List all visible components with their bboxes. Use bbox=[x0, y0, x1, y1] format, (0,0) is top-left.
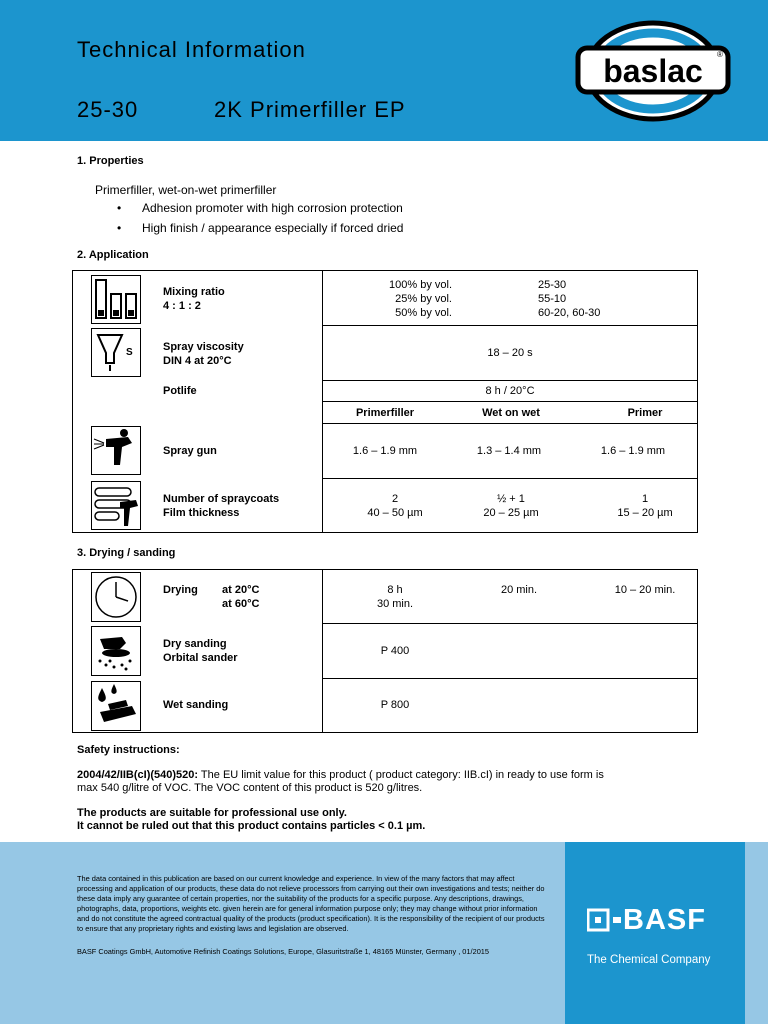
spraycoats-label-1: Number of spraycoats bbox=[163, 493, 280, 505]
dry-sanding-label-1: Dry sanding bbox=[163, 638, 227, 650]
row-divider bbox=[322, 325, 698, 326]
drying-primer: 10 – 20 min. bbox=[614, 584, 676, 596]
dry-sanding-label bbox=[163, 637, 238, 665]
viscosity-value: 18 – 20 s bbox=[487, 347, 533, 359]
company-address: BASF Coatings GmbH, Automotive Refinish Coatings Solutions, Europe, Glasuritstraße 1, 48165 Münster, Germany , 01/2015 bbox=[77, 947, 490, 956]
viscosity-label bbox=[163, 340, 244, 368]
basf-wordmark: BASF bbox=[623, 904, 706, 936]
basf-logo-panel bbox=[565, 842, 745, 1024]
column-header-primerfiller: Primerfiller bbox=[355, 407, 415, 419]
viscosity-label-1: Spray viscosity bbox=[163, 341, 244, 353]
properties-description: Primerfiller, wet-on-wet primerfiller bbox=[95, 183, 277, 197]
voc-code: 2004/42/IIB(cI)(540)520: bbox=[77, 769, 199, 781]
drying-label bbox=[163, 583, 260, 610]
professional-use-notice bbox=[77, 807, 425, 833]
properties-heading: 1. Properties bbox=[77, 155, 144, 167]
spray-gun-primer: 1.6 – 1.9 mm bbox=[600, 445, 666, 457]
document-title: Technical Information bbox=[77, 37, 306, 62]
wet-sanding-icon bbox=[91, 681, 141, 731]
film-thickness: 40 – 50 µm bbox=[367, 507, 423, 519]
drying-table-divider bbox=[322, 569, 323, 733]
mixing-amount: 100% by vol. bbox=[389, 279, 452, 291]
product-name: 2K Primerfiller EP bbox=[214, 97, 406, 122]
wet-sanding-value: P 800 bbox=[380, 699, 410, 711]
professional-use-line-2: It cannot be ruled out that this product contains particles < 0.1 µm. bbox=[77, 820, 426, 832]
mixing-ratio-label-1: Mixing ratio bbox=[163, 286, 225, 298]
spray-gun-primerfiller: 1.6 – 1.9 mm bbox=[352, 445, 418, 457]
coats-primer bbox=[582, 492, 708, 520]
safety-heading: Safety instructions: bbox=[77, 744, 180, 756]
mixing-product: 25-30 bbox=[538, 279, 567, 291]
column-header-primer: Primer bbox=[627, 407, 663, 419]
row-divider bbox=[322, 423, 698, 424]
spraycoats-icon bbox=[91, 481, 141, 530]
wet-sanding-label: Wet sanding bbox=[163, 699, 229, 711]
disclaimer-text: The data contained in this publication are based on our current knowledge and experience. In view of the many factors that may affect processing and application of our products, these data do not relieve processors from carrying out their own investigations and tests; neither do these data imply any guarantee of certain properties, nor the suitability of the products for a specific purpose. Any descriptions, drawings, photographs, data, proportions, weights etc. given herein are for general information purpose only; they may change without prior information and do not constitute the agreed contractual quality of the products (product specification). It is the responsibility of the recipient of our products to ensure that any proprietary rights and existing laws and legislation are observed. bbox=[77, 874, 545, 933]
professional-use-line-1: The products are suitable for professional use only. bbox=[77, 807, 347, 819]
drying-primerfiller-60: 30 min. bbox=[376, 598, 414, 610]
viscosity-cup-icon bbox=[91, 328, 141, 377]
coats-count: 1 bbox=[641, 493, 649, 505]
row-divider bbox=[322, 401, 698, 402]
product-line bbox=[77, 97, 406, 123]
mixing-amount: 25% by vol. bbox=[395, 293, 452, 305]
coats-wet-on-wet bbox=[448, 492, 574, 520]
potlife-label: Potlife bbox=[163, 385, 197, 397]
potlife-value: 8 h / 20°C bbox=[485, 385, 535, 397]
bullet-2-symbol: • bbox=[117, 221, 122, 235]
basf-tagline: The Chemical Company bbox=[587, 954, 711, 966]
drying-label-text: Drying bbox=[163, 584, 198, 596]
bullet-1-symbol: • bbox=[117, 201, 122, 215]
row-divider bbox=[322, 478, 698, 479]
orbital-sander-icon bbox=[91, 626, 141, 676]
row-divider bbox=[322, 623, 698, 624]
drying-primerfiller-20: 8 h bbox=[387, 584, 403, 596]
mixing-product: 60-20, 60-30 bbox=[538, 307, 601, 319]
dry-sanding-value: P 400 bbox=[380, 645, 410, 657]
spraycoats-label bbox=[163, 492, 279, 520]
film-thickness: 15 – 20 µm bbox=[617, 507, 673, 519]
product-code: 25-30 bbox=[77, 97, 139, 122]
mixing-products bbox=[538, 278, 600, 320]
baslac-logo bbox=[572, 20, 734, 122]
registered-mark: ® bbox=[717, 50, 723, 59]
spray-gun-wet-on-wet: 1.3 – 1.4 mm bbox=[476, 445, 542, 457]
bullet-1-text: Adhesion promoter with high corrosion protection bbox=[142, 201, 403, 215]
voc-text-1: The EU limit value for this product ( product category: IIB.cI) in ready to use form is bbox=[198, 769, 604, 781]
drying-temp-60: at 60°C bbox=[222, 598, 260, 610]
mixing-ratio-label-2: 4 : 1 : 2 bbox=[163, 300, 201, 312]
row-divider bbox=[322, 380, 698, 381]
baslac-logo-text: baslac bbox=[603, 53, 703, 89]
drying-primerfiller bbox=[332, 583, 458, 611]
film-thickness: 20 – 25 µm bbox=[483, 507, 539, 519]
spray-gun-label: Spray gun bbox=[163, 445, 217, 457]
bullet-2-text: High finish / appearance especially if forced dried bbox=[142, 221, 404, 235]
mixing-amount: 50% by vol. bbox=[395, 307, 452, 319]
mixing-amounts bbox=[342, 278, 452, 320]
coats-count: ½ + 1 bbox=[497, 493, 525, 505]
viscosity-icon-letter: S bbox=[126, 347, 133, 358]
voc-text-2: max 540 g/litre of VOC. The VOC content of this product is 520 g/litres. bbox=[77, 782, 423, 794]
mixing-product: 55-10 bbox=[538, 293, 567, 305]
coats-count: 2 bbox=[391, 493, 399, 505]
clock-icon bbox=[91, 572, 141, 622]
dry-sanding-label-2: Orbital sander bbox=[163, 652, 238, 664]
application-heading: 2. Application bbox=[77, 249, 149, 261]
spray-gun-icon bbox=[91, 426, 141, 475]
row-divider bbox=[322, 678, 698, 679]
voc-statement bbox=[77, 769, 697, 795]
drying-heading: 3. Drying / sanding bbox=[77, 547, 176, 559]
drying-wet-on-wet: 20 min. bbox=[500, 584, 538, 596]
column-header-wet-on-wet: Wet on wet bbox=[482, 407, 540, 419]
coats-primerfiller bbox=[332, 492, 458, 520]
mixing-ratio-label bbox=[163, 285, 225, 313]
viscosity-label-2: DIN 4 at 20°C bbox=[163, 355, 232, 367]
mixing-ratio-icon bbox=[91, 275, 141, 324]
drying-temp-20: at 20°C bbox=[222, 584, 260, 596]
film-thickness-label: Film thickness bbox=[163, 507, 240, 519]
